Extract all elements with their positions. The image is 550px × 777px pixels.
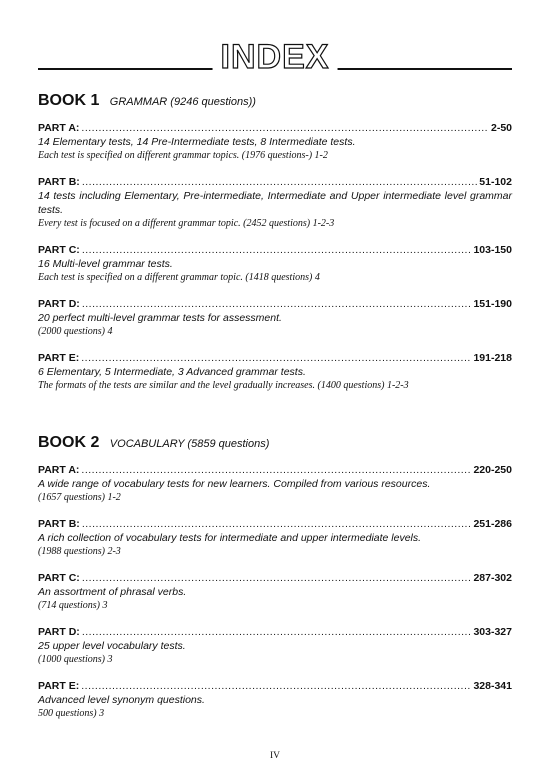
part-description: 16 Multi-level grammar tests. [38, 258, 173, 270]
part-description: 20 perfect multi-level grammar tests for assessment. [38, 312, 282, 324]
page-range: 251-286 [473, 518, 512, 530]
leader-dots [82, 626, 472, 639]
book-2-title: BOOK 2 [38, 434, 100, 451]
index-header [38, 38, 512, 76]
toc-entry [38, 464, 512, 477]
leader-dots [82, 298, 472, 311]
book-1-subtitle: GRAMMAR (9246 questions)) [109, 96, 256, 108]
page-range: 220-250 [473, 464, 512, 476]
book-2-part-d [38, 626, 512, 666]
part-note: (1000 questions) 3 [38, 654, 113, 665]
book-1-part-b [38, 176, 512, 230]
part-note: (1657 questions) 1-2 [38, 492, 121, 503]
toc-entry [38, 518, 512, 531]
part-description: 14 Elementary tests, 14 Pre-Intermediate tests, 8 Intermediate tests. [38, 136, 356, 148]
book-2-heading [38, 432, 512, 454]
toc-entry [38, 352, 512, 365]
leader-dots [81, 122, 489, 135]
part-note: Each test is specified on a different grammar topic. (1418 questions) 4 [38, 272, 320, 283]
page-range: 303-327 [473, 626, 512, 638]
leader-dots [82, 572, 472, 585]
book-2-part-b [38, 518, 512, 558]
part-label: PART E: [38, 680, 80, 692]
book-1-heading [38, 90, 512, 112]
part-description: A wide range of vocabulary tests for new learners. Compiled from various resources. [38, 478, 431, 490]
leader-dots [82, 176, 477, 189]
book-2-part-a [38, 464, 512, 504]
page-number: IV [269, 751, 281, 761]
part-label: PART D: [38, 298, 80, 310]
toc-entry [38, 626, 512, 639]
toc-entry [38, 244, 512, 257]
part-note: 500 questions) 3 [38, 708, 105, 719]
part-label: PART B: [38, 518, 80, 530]
book-2-section [38, 432, 512, 734]
toc-entry [38, 122, 512, 135]
part-note: The formats of the tests are similar and the level gradually increases. (1400 questions) 1-2-3 [38, 380, 409, 391]
book-1-section [38, 90, 512, 406]
leader-dots [81, 680, 471, 693]
part-note: Each test is specified on different grammar topics. (1976 questions-) 1-2 [38, 150, 328, 161]
part-label: PART A: [38, 122, 80, 134]
book-2-part-e [38, 680, 512, 720]
part-description: 6 Elementary, 5 Intermediate, 3 Advanced grammar tests. [38, 366, 306, 378]
leader-dots [81, 352, 471, 365]
part-label: PART A: [38, 464, 80, 476]
part-description: A rich collection of vocabulary tests for intermediate and upper intermediate levels. [38, 532, 422, 544]
toc-entry [38, 572, 512, 585]
toc-entry [38, 298, 512, 311]
leader-dots [82, 518, 472, 531]
page-range: 328-341 [473, 680, 512, 692]
part-note: Every test is focused on a different grammar topic. (2452 questions) 1-2-3 [38, 218, 335, 229]
part-label: PART E: [38, 352, 80, 364]
part-label: PART C: [38, 572, 80, 584]
part-note: (1988 questions) 2-3 [38, 546, 121, 557]
part-note: (714 questions) 3 [38, 600, 108, 611]
part-description: Advanced level synonym questions. [38, 694, 205, 706]
book-2-part-c [38, 572, 512, 612]
part-note: (2000 questions) 4 [38, 326, 113, 337]
page-range: 151-190 [473, 298, 512, 310]
part-label: PART D: [38, 626, 80, 638]
page-range: 2-50 [490, 122, 512, 134]
book-1-part-a [38, 122, 512, 162]
leader-dots [81, 464, 471, 477]
leader-dots [82, 244, 472, 257]
book-1-part-e [38, 352, 512, 392]
page-range: 103-150 [473, 244, 512, 256]
part-label: PART B: [38, 176, 80, 188]
part-description: 14 tests including Elementary, Pre-intermediate, Intermediate and Upper intermediate level grammar tests. [38, 190, 512, 216]
part-description: 25 upper level vocabulary tests. [38, 640, 186, 652]
page-range: 51-102 [479, 176, 512, 188]
index-title: INDEX [213, 38, 338, 76]
part-description: An assortment of phrasal verbs. [38, 586, 187, 598]
toc-entry [38, 176, 512, 189]
part-label: PART C: [38, 244, 80, 256]
page-range: 287-302 [473, 572, 512, 584]
book-1-title: BOOK 1 [38, 92, 100, 109]
book-1-part-d [38, 298, 512, 338]
book-2-subtitle: VOCABULARY (5859 questions) [109, 438, 270, 450]
page-range: 191-218 [473, 352, 512, 364]
book-1-part-c [38, 244, 512, 284]
toc-entry [38, 680, 512, 693]
